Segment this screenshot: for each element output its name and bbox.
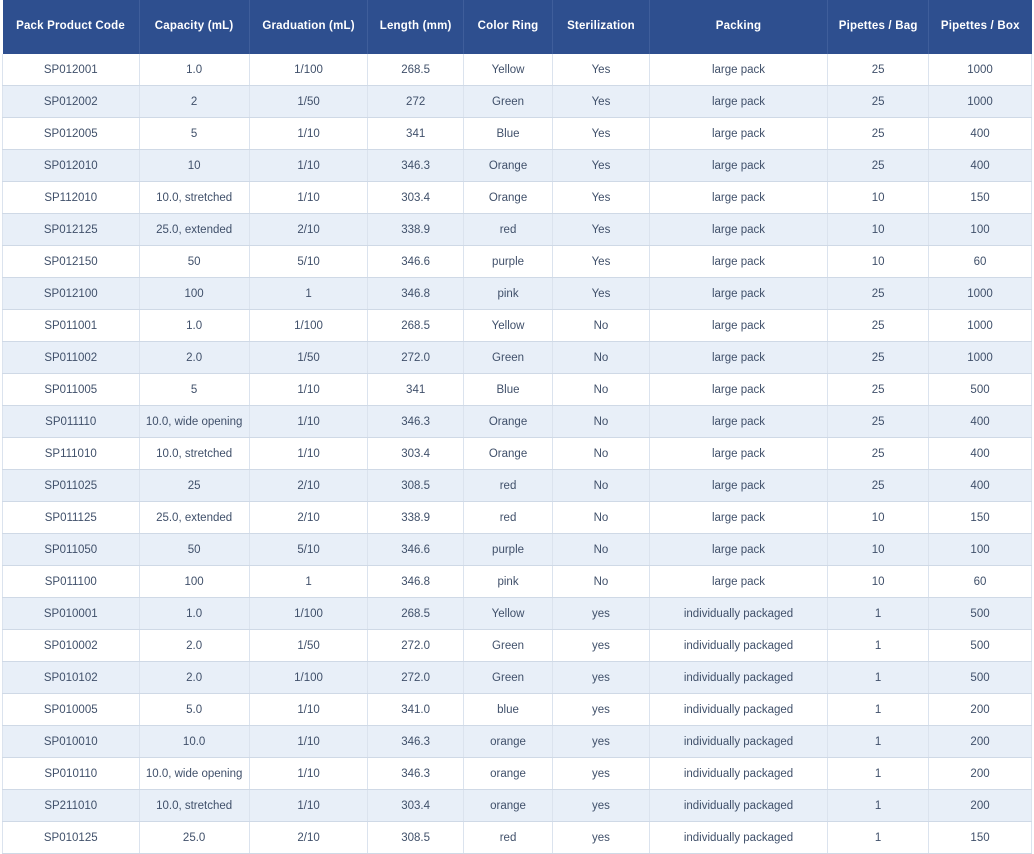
table-body: [3, 54, 1032, 854]
table-cell: SP011110: [3, 406, 140, 438]
table-cell: 60: [929, 566, 1032, 598]
table-cell: 10: [828, 214, 929, 246]
table-row: [3, 118, 1032, 150]
table-cell: 346.8: [368, 566, 464, 598]
table-cell: No: [553, 310, 650, 342]
table-cell: 5: [139, 374, 249, 406]
table-cell: 25: [828, 150, 929, 182]
table-cell: individually packaged: [649, 758, 827, 790]
table-cell: large pack: [649, 86, 827, 118]
table-cell: SP012002: [3, 86, 140, 118]
table-cell: 1: [828, 822, 929, 854]
table-cell: 150: [929, 822, 1032, 854]
table-cell: 25: [828, 118, 929, 150]
table-cell: 5: [139, 118, 249, 150]
table-cell: 346.8: [368, 278, 464, 310]
table-cell: large pack: [649, 342, 827, 374]
table-cell: 1: [249, 278, 368, 310]
table-cell: SP010102: [3, 662, 140, 694]
table-row: [3, 214, 1032, 246]
table-cell: 1000: [929, 54, 1032, 86]
table-cell: 500: [929, 662, 1032, 694]
table-cell: SP211010: [3, 790, 140, 822]
table-cell: 338.9: [368, 214, 464, 246]
table-cell: 1: [828, 694, 929, 726]
table-cell: 5/10: [249, 534, 368, 566]
table-cell: 303.4: [368, 182, 464, 214]
table-cell: yes: [553, 694, 650, 726]
table-cell: 1/10: [249, 790, 368, 822]
table-cell: yes: [553, 630, 650, 662]
table-cell: 1.0: [139, 54, 249, 86]
table-row: [3, 790, 1032, 822]
column-header: Graduation (mL): [249, 0, 368, 54]
table-cell: 50: [139, 246, 249, 278]
table-cell: 25: [828, 438, 929, 470]
table-cell: 10: [139, 150, 249, 182]
table-cell: SP010110: [3, 758, 140, 790]
table-cell: 346.6: [368, 246, 464, 278]
table-cell: large pack: [649, 278, 827, 310]
table-cell: 1: [828, 630, 929, 662]
table-cell: SP010002: [3, 630, 140, 662]
table-row: [3, 822, 1032, 854]
column-header: Pipettes / Bag: [828, 0, 929, 54]
table-cell: 1000: [929, 342, 1032, 374]
table-row: [3, 374, 1032, 406]
table-cell: 25: [828, 310, 929, 342]
table-row: [3, 598, 1032, 630]
table-cell: 25: [828, 470, 929, 502]
table-cell: No: [553, 470, 650, 502]
table-cell: Yes: [553, 214, 650, 246]
table-cell: red: [463, 214, 552, 246]
table-cell: 10.0, stretched: [139, 182, 249, 214]
table-cell: red: [463, 822, 552, 854]
column-header: Pipettes / Box: [929, 0, 1032, 54]
table-cell: large pack: [649, 374, 827, 406]
table-cell: 100: [139, 566, 249, 598]
table-cell: 2/10: [249, 470, 368, 502]
table-cell: 272.0: [368, 630, 464, 662]
table-cell: large pack: [649, 54, 827, 86]
table-row: [3, 534, 1032, 566]
table-cell: Orange: [463, 150, 552, 182]
table-cell: SP011025: [3, 470, 140, 502]
table-cell: Orange: [463, 406, 552, 438]
table-cell: No: [553, 502, 650, 534]
table-cell: No: [553, 406, 650, 438]
table-cell: 200: [929, 758, 1032, 790]
table-cell: Blue: [463, 374, 552, 406]
table-cell: 341: [368, 374, 464, 406]
table-cell: 308.5: [368, 822, 464, 854]
table-cell: 400: [929, 406, 1032, 438]
table-header: [3, 0, 1032, 54]
table-cell: 10.0: [139, 726, 249, 758]
table-row: [3, 406, 1032, 438]
table-cell: 10: [828, 246, 929, 278]
table-cell: 200: [929, 790, 1032, 822]
product-specification-table: [2, 0, 1032, 854]
table-cell: SP012001: [3, 54, 140, 86]
table-row: [3, 150, 1032, 182]
table-cell: 2.0: [139, 342, 249, 374]
table-cell: SP010010: [3, 726, 140, 758]
table-cell: 10.0, stretched: [139, 790, 249, 822]
table-cell: 10.0, wide opening: [139, 758, 249, 790]
table-cell: 346.3: [368, 758, 464, 790]
table-cell: 25: [139, 470, 249, 502]
table-cell: 2.0: [139, 662, 249, 694]
table-cell: 150: [929, 502, 1032, 534]
column-header: Capacity (mL): [139, 0, 249, 54]
table-cell: individually packaged: [649, 726, 827, 758]
table-cell: 346.3: [368, 726, 464, 758]
table-row: [3, 278, 1032, 310]
table-row: [3, 342, 1032, 374]
table-cell: 346.3: [368, 406, 464, 438]
table-cell: 400: [929, 118, 1032, 150]
table-cell: large pack: [649, 534, 827, 566]
table-cell: Yes: [553, 278, 650, 310]
table-row: [3, 86, 1032, 118]
table-cell: yes: [553, 726, 650, 758]
table-cell: Yes: [553, 150, 650, 182]
table-cell: SP010125: [3, 822, 140, 854]
table-cell: yes: [553, 598, 650, 630]
table-cell: No: [553, 566, 650, 598]
table-cell: 338.9: [368, 502, 464, 534]
table-cell: 1/10: [249, 150, 368, 182]
table-cell: 1000: [929, 278, 1032, 310]
table-cell: 1/10: [249, 182, 368, 214]
table-cell: 500: [929, 598, 1032, 630]
table-row: [3, 438, 1032, 470]
column-header: Pack Product Code: [3, 0, 140, 54]
table-row: [3, 662, 1032, 694]
table-cell: pink: [463, 278, 552, 310]
table-cell: 2/10: [249, 822, 368, 854]
table-cell: Orange: [463, 438, 552, 470]
column-header: Packing: [649, 0, 827, 54]
table-cell: Yellow: [463, 598, 552, 630]
column-header: Color Ring: [463, 0, 552, 54]
table-cell: No: [553, 534, 650, 566]
table-cell: individually packaged: [649, 694, 827, 726]
column-header: Length (mm): [368, 0, 464, 54]
table-cell: 1/100: [249, 598, 368, 630]
table-cell: SP012005: [3, 118, 140, 150]
table-cell: 1: [828, 726, 929, 758]
table-cell: No: [553, 438, 650, 470]
table-cell: Orange: [463, 182, 552, 214]
table-cell: 1: [828, 598, 929, 630]
table-cell: SP011001: [3, 310, 140, 342]
table-cell: 1000: [929, 86, 1032, 118]
table-cell: 1/50: [249, 86, 368, 118]
table-cell: 1: [828, 662, 929, 694]
table-cell: individually packaged: [649, 598, 827, 630]
table-cell: large pack: [649, 118, 827, 150]
table-cell: SP012150: [3, 246, 140, 278]
table-cell: 400: [929, 470, 1032, 502]
table-cell: 25: [828, 86, 929, 118]
table-cell: orange: [463, 758, 552, 790]
table-cell: large pack: [649, 310, 827, 342]
table-cell: 400: [929, 438, 1032, 470]
table-cell: Green: [463, 662, 552, 694]
table-cell: 150: [929, 182, 1032, 214]
table-cell: 25: [828, 342, 929, 374]
table-cell: 2: [139, 86, 249, 118]
table-cell: Yellow: [463, 310, 552, 342]
table-cell: 200: [929, 726, 1032, 758]
table-cell: individually packaged: [649, 662, 827, 694]
table-row: [3, 54, 1032, 86]
table-cell: 1/10: [249, 438, 368, 470]
table-row: [3, 694, 1032, 726]
table-cell: 25: [828, 406, 929, 438]
column-header: Sterilization: [553, 0, 650, 54]
table-cell: 1/10: [249, 406, 368, 438]
table-cell: 272: [368, 86, 464, 118]
table-cell: Yellow: [463, 54, 552, 86]
table-cell: 25: [828, 374, 929, 406]
table-cell: yes: [553, 758, 650, 790]
table-cell: yes: [553, 822, 650, 854]
table-cell: 1/10: [249, 374, 368, 406]
table-cell: Yes: [553, 246, 650, 278]
table-cell: 1: [828, 758, 929, 790]
table-cell: pink: [463, 566, 552, 598]
table-cell: yes: [553, 790, 650, 822]
table-cell: 2/10: [249, 214, 368, 246]
table-row: [3, 502, 1032, 534]
table-cell: 1.0: [139, 310, 249, 342]
table-cell: SP012100: [3, 278, 140, 310]
table-cell: SP111010: [3, 438, 140, 470]
table-cell: 346.6: [368, 534, 464, 566]
table-cell: 100: [929, 534, 1032, 566]
table-cell: Blue: [463, 118, 552, 150]
table-cell: 268.5: [368, 54, 464, 86]
table-cell: individually packaged: [649, 790, 827, 822]
table-row: [3, 758, 1032, 790]
table-cell: SP011050: [3, 534, 140, 566]
table-header-row: [3, 0, 1032, 54]
table-cell: 25.0: [139, 822, 249, 854]
table-cell: SP011002: [3, 342, 140, 374]
table-cell: 25.0, extended: [139, 214, 249, 246]
table-cell: 1/100: [249, 662, 368, 694]
table-cell: 1/50: [249, 630, 368, 662]
table-cell: large pack: [649, 566, 827, 598]
table-cell: 1/10: [249, 694, 368, 726]
table-cell: red: [463, 502, 552, 534]
table-cell: 5/10: [249, 246, 368, 278]
table-cell: SP112010: [3, 182, 140, 214]
table-cell: large pack: [649, 246, 827, 278]
table-cell: SP012125: [3, 214, 140, 246]
table-cell: blue: [463, 694, 552, 726]
table-cell: 10: [828, 534, 929, 566]
table-row: [3, 726, 1032, 758]
table-row: [3, 310, 1032, 342]
table-cell: 500: [929, 630, 1032, 662]
table-cell: large pack: [649, 406, 827, 438]
table-cell: large pack: [649, 150, 827, 182]
table-cell: 1: [249, 566, 368, 598]
table-cell: 1/10: [249, 726, 368, 758]
table-cell: 1.0: [139, 598, 249, 630]
table-cell: 60: [929, 246, 1032, 278]
table-cell: 10: [828, 182, 929, 214]
table-cell: 100: [929, 214, 1032, 246]
table-cell: Green: [463, 630, 552, 662]
table-cell: 1000: [929, 310, 1032, 342]
table-cell: 268.5: [368, 598, 464, 630]
table-cell: 272.0: [368, 342, 464, 374]
table-cell: Yes: [553, 86, 650, 118]
table-cell: SP011005: [3, 374, 140, 406]
table-row: [3, 630, 1032, 662]
table-cell: 100: [139, 278, 249, 310]
table-cell: 10: [828, 502, 929, 534]
table-cell: orange: [463, 790, 552, 822]
table-cell: SP012010: [3, 150, 140, 182]
table-cell: purple: [463, 246, 552, 278]
table-cell: Yes: [553, 118, 650, 150]
table-cell: No: [553, 374, 650, 406]
table-cell: SP010005: [3, 694, 140, 726]
table-cell: 10.0, stretched: [139, 438, 249, 470]
table-cell: large pack: [649, 502, 827, 534]
table-cell: 1/100: [249, 54, 368, 86]
table-cell: 2.0: [139, 630, 249, 662]
table-cell: 500: [929, 374, 1032, 406]
table-cell: 341.0: [368, 694, 464, 726]
table-cell: Green: [463, 86, 552, 118]
table-row: [3, 182, 1032, 214]
table-row: [3, 246, 1032, 278]
table-cell: large pack: [649, 470, 827, 502]
table-cell: SP011125: [3, 502, 140, 534]
table-cell: Yes: [553, 54, 650, 86]
table-cell: No: [553, 342, 650, 374]
table-row: [3, 470, 1032, 502]
table-cell: 272.0: [368, 662, 464, 694]
table-cell: large pack: [649, 438, 827, 470]
table-cell: purple: [463, 534, 552, 566]
table-cell: red: [463, 470, 552, 502]
table-cell: 200: [929, 694, 1032, 726]
table-cell: 2/10: [249, 502, 368, 534]
table-cell: Yes: [553, 182, 650, 214]
table-cell: 5.0: [139, 694, 249, 726]
table-cell: 50: [139, 534, 249, 566]
table-row: [3, 566, 1032, 598]
table-cell: 25: [828, 278, 929, 310]
table-cell: 1/100: [249, 310, 368, 342]
table-cell: SP010001: [3, 598, 140, 630]
table-cell: 10.0, wide opening: [139, 406, 249, 438]
table-cell: 303.4: [368, 790, 464, 822]
table-cell: 25.0, extended: [139, 502, 249, 534]
table-cell: SP011100: [3, 566, 140, 598]
table-cell: 1/10: [249, 118, 368, 150]
table-cell: Green: [463, 342, 552, 374]
table-cell: 25: [828, 54, 929, 86]
table-cell: 1: [828, 790, 929, 822]
table-cell: orange: [463, 726, 552, 758]
table-cell: individually packaged: [649, 630, 827, 662]
table-cell: 303.4: [368, 438, 464, 470]
table-cell: 346.3: [368, 150, 464, 182]
table-cell: 400: [929, 150, 1032, 182]
table-cell: large pack: [649, 182, 827, 214]
table-cell: 268.5: [368, 310, 464, 342]
table-cell: yes: [553, 662, 650, 694]
table-cell: 10: [828, 566, 929, 598]
table-cell: 341: [368, 118, 464, 150]
table-cell: large pack: [649, 214, 827, 246]
table-cell: 1/10: [249, 758, 368, 790]
table-cell: 308.5: [368, 470, 464, 502]
table-cell: individually packaged: [649, 822, 827, 854]
table-cell: 1/50: [249, 342, 368, 374]
